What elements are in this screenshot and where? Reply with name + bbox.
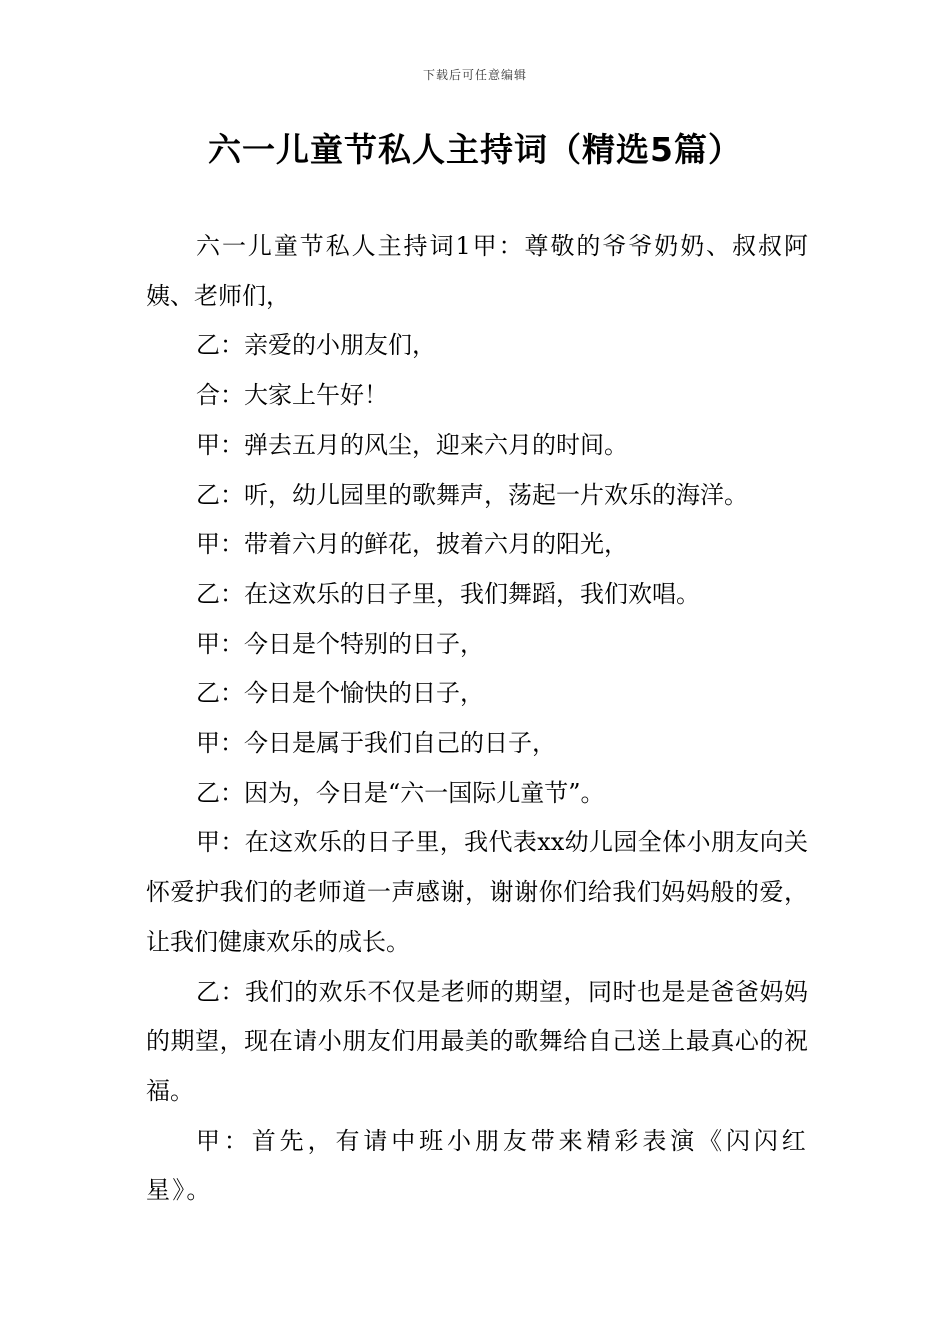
paragraph: 乙：今日是个愉快的日子， — [196, 679, 484, 708]
paragraph: 乙：我们的欢乐不仅是老师的期望，同时也是是爸爸妈妈的期望，现在请小朋友们用最美的歌舞给自己送上最真心的祝福。 — [146, 977, 808, 1105]
paragraph: 合：大家上午好！ — [196, 381, 388, 410]
document-title: 六一儿童节私人主持词（精选5篇） — [208, 130, 742, 169]
paragraph: 甲：首先，有请中班小朋友带来精彩表演《闪闪红星》。 — [146, 1126, 808, 1205]
paragraph: 甲：在这欢乐的日子里，我代表xx幼儿园全体小朋友向关怀爱护我们的老师道一声感谢，谢谢你们给我们妈妈般的爱，让我们健康欢乐的成长。 — [146, 828, 808, 956]
paragraph: 甲：带着六月的鲜花，披着六月的阳光， — [196, 530, 628, 559]
paragraph: 甲：今日是个特别的日子， — [196, 629, 484, 658]
paragraph: 乙：亲爱的小朋友们， — [196, 331, 436, 360]
document-body — [146, 222, 808, 1216]
paragraph: 乙：在这欢乐的日子里，我们舞蹈，我们欢唱。 — [196, 579, 700, 608]
paragraph: 乙：因为，今日是“六一国际儿童节”。 — [196, 778, 605, 807]
paragraph: 乙：听，幼儿园里的歌舞声，荡起一片欢乐的海洋。 — [196, 480, 748, 509]
paragraph: 甲：弹去五月的风尘，迎来六月的时间。 — [196, 430, 628, 459]
header-note: 下载后可任意编辑 — [422, 68, 527, 82]
paragraph: 甲：今日是属于我们自己的日子， — [196, 729, 556, 758]
paragraph: 六一儿童节私人主持词1甲：尊敬的爷爷奶奶、叔叔阿姨、老师们， — [146, 232, 808, 310]
